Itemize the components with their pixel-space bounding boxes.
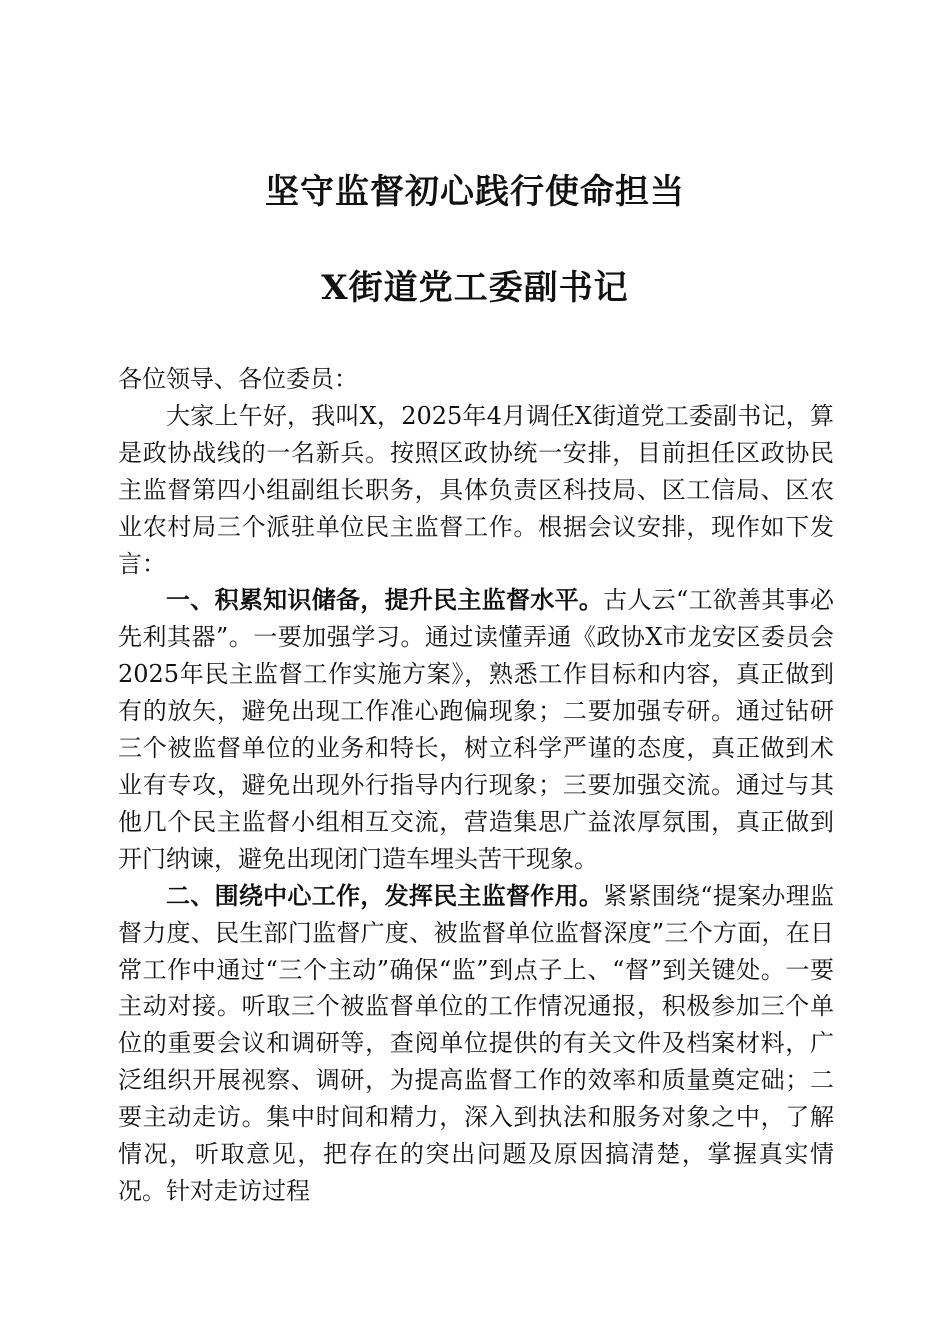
document-body [118,361,834,1210]
document-title: 坚守监督初心践行使命担当 [265,172,685,212]
section-2-body: 紧紧围绕“提案办理监督力度、民生部门监督广度、被监督单位监督深度”三个方面，在日常工作中通过“三个主动”确保“监”到点子上、“督”到关键处。一要主动对接。听取三个被监督单位的工作情况通报，积极参加三个单位的重要会议和调研等，查阅单位提供的有关文件及档案材料，广泛组织开展视察、调研，为提高监督工作的效率和质量奠定础；二要主动走访。集中时间和精力，深入到执法和服务对象之中，了解情况，听取意见，把存在的突出问题及原因搞清楚，掌握真实情况。针对走访过程 [118,881,834,1205]
intro-paragraph: 大家上午好，我叫X，2025年4月调任X街道党工委副书记，算是政协战线的一名新兵。按照区政协统一安排，目前担任区政协民主监督第四小组副组长职务，具体负责区科技局、区工信局、区农业农村局三个派驻单位民主监督工作。根据会议安排，现作如下发言： [118,401,834,578]
document-subtitle: X街道党工委副书记 [321,268,629,308]
salutation: 各位领导、各位委员： [118,365,358,393]
section-1-paragraph [118,582,834,877]
section-2-heading: 二、围绕中心工作，发挥民主监督作用。 [166,880,604,910]
section-1-body: 古人云“工欲善其事必先利其器”。一要加强学习。通过读懂弄通《政协X市龙安区委员会2025年民主监督工作实施方案》，熟悉工作目标和内容，真正做到有的放矢，避免出现工作准心跑偏现象；二要加强专研。通过钻研三个被监督单位的业务和特长，树立科学严谨的态度，真正做到术业有专攻，避免出现外行指导内行现象；三要加强交流。通过与其他几个民主监督小组相互交流，营造集思广益浓厚氛围，真正做到开门纳谏，避免出现闭门造车埋头苦干现象。 [118,586,834,873]
section-1-heading: 一、积累知识储备，提升民主监督水平。 [166,585,604,615]
section-2-paragraph [118,878,834,1210]
